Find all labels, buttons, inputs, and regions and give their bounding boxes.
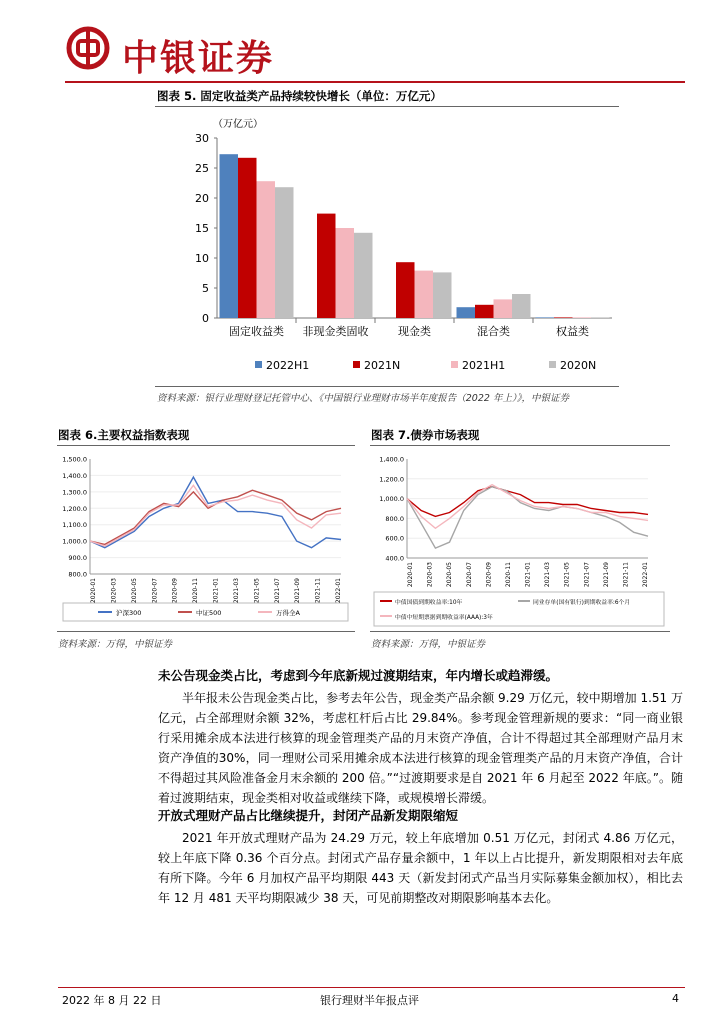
fig5-y-tick: 0 xyxy=(202,312,209,325)
fig5-legend-label: 2020N xyxy=(560,359,597,372)
fig5-y-tick: 20 xyxy=(195,192,209,205)
fig5-bar xyxy=(475,305,494,318)
fig5-bar xyxy=(554,317,573,318)
fig5-x-tick: 混合类 xyxy=(477,325,510,338)
fig6-title: 图表 6.主要权益指数表现 xyxy=(58,428,190,442)
fig7-series-line xyxy=(407,485,648,529)
fig7-x-tick: 2020-05 xyxy=(446,562,454,588)
fig5-bar xyxy=(354,233,373,318)
fig5-legend-swatch xyxy=(353,361,360,368)
fig7-x-tick: 2021-11 xyxy=(622,562,630,588)
fig5-y-tick: 10 xyxy=(195,252,209,265)
fig6-line-chart xyxy=(58,448,354,628)
fig6-x-tick: 2020-11 xyxy=(192,578,200,604)
fig7-line-chart xyxy=(370,448,670,628)
fig5-bar xyxy=(536,317,555,318)
fig6-top-rule xyxy=(57,445,355,446)
fig5-y-tick: 30 xyxy=(195,132,209,145)
fig6-series-line xyxy=(90,477,341,548)
fig7-x-tick: 2021-03 xyxy=(544,562,552,588)
fig7-x-tick: 2020-01 xyxy=(407,562,414,588)
fig7-x-tick: 2020-11 xyxy=(504,562,512,588)
fig7-legend-label: 中债国债到期收益率:10年 xyxy=(395,600,463,606)
fig6-x-tick: 2020-09 xyxy=(171,578,179,604)
fig6-y-tick: 900.0 xyxy=(68,554,87,563)
fig6-series-line xyxy=(90,490,341,544)
fig7-x-tick: 2020-09 xyxy=(485,562,493,588)
footer-divider xyxy=(58,987,685,988)
fig7-legend-label: 中债中短期票据到期收益率(AAA):3年 xyxy=(395,615,493,621)
fig5-bar xyxy=(257,181,276,318)
fig5-bar xyxy=(573,317,592,318)
fig5-y-tick: 15 xyxy=(195,222,209,235)
fig5-title: 图表 5. 固定收益类产品持续较快增长（单位：万亿元） xyxy=(157,89,442,103)
fig5-x-tick: 现金类 xyxy=(398,325,431,338)
fig6-x-tick: 2020-03 xyxy=(110,578,118,604)
fig7-x-tick: 2020-07 xyxy=(465,562,473,588)
page-number: 4 xyxy=(672,992,679,1005)
fig7-y-tick: 600.0 xyxy=(385,534,404,543)
fig6-x-tick: 2020-05 xyxy=(130,578,138,604)
fig5-legend-swatch xyxy=(255,361,262,368)
bank-of-china-logo-icon xyxy=(66,26,110,70)
fig5-legend-label: 2021H1 xyxy=(462,359,506,372)
fig5-bar xyxy=(275,187,294,318)
fig7-x-tick: 2021-05 xyxy=(563,562,571,588)
fig7-series-line xyxy=(407,487,648,517)
fig5-bar-chart xyxy=(155,108,625,388)
fig6-x-tick: 2022-01 xyxy=(335,578,342,604)
fig6-y-tick: 1,100.0 xyxy=(62,521,87,530)
fig7-source: 资料来源：万得，中银证券 xyxy=(371,639,486,650)
fig6-x-tick: 2020-07 xyxy=(151,578,159,604)
fig6-x-tick: 2021-07 xyxy=(273,578,281,604)
fig6-x-tick: 2021-01 xyxy=(212,578,220,604)
fig6-x-tick: 2021-11 xyxy=(314,578,322,604)
fig6-source: 资料来源：万得，中银证券 xyxy=(58,639,173,650)
fig7-x-tick: 2021-09 xyxy=(602,562,610,588)
fig5-bar xyxy=(317,214,336,318)
fig6-y-tick: 1,300.0 xyxy=(62,488,87,497)
fig6-x-tick: 2021-09 xyxy=(294,578,302,604)
fig5-bar xyxy=(220,154,239,318)
fig7-series-line xyxy=(407,487,648,548)
footer-date: 2022 年 8 月 22 日 xyxy=(62,994,162,1007)
fig7-legend-label: 同业存单(国有银行)到期收益率:6个月 xyxy=(533,600,631,606)
section1-paragraph: 半年报未公告现金类占比，参考去年公告，现金类产品余额 9.29 万亿元，较中期增加 1.51 万亿元，占全部理财余额 32%，考虑杠杆后占比 29.84%。参考现金管理新规的要求：“同一商业银行采用摊余成本法进行核算的现金管理类产品的月末资产净值，合计不得超过其全部理财产品月末资产净值的30%，同一理财公司采用摊余成本法进行核算的现金管理类产品的月末资产净值，合计不得超过其风险准备金月末余额的 200 倍。”“过渡期要求是自 2021 年 6 月起至 2022 年底。”。随着过渡期结束，现金类相对收益或继续下降，或规模增长滞缓。 xyxy=(158,691,683,805)
fig5-bar xyxy=(433,272,452,318)
fig6-x-tick: 2020-01 xyxy=(90,578,97,604)
footer-title: 银行理财半年报点评 xyxy=(320,994,419,1007)
fig7-title: 图表 7.债券市场表现 xyxy=(371,428,480,442)
fig7-x-tick: 2020-03 xyxy=(426,562,434,588)
fig7-y-tick: 400.0 xyxy=(385,554,404,563)
fig5-x-tick: 非现金类固收 xyxy=(302,325,369,338)
fig5-x-tick: 固定收益类 xyxy=(229,325,284,338)
fig6-y-tick: 1,000.0 xyxy=(62,537,87,546)
fig6-legend-label: 万得全A xyxy=(276,609,300,617)
fig7-y-tick: 1,000.0 xyxy=(379,495,404,504)
fig5-legend-swatch xyxy=(451,361,458,368)
fig5-bar xyxy=(591,317,610,318)
fig7-top-rule xyxy=(370,445,670,446)
fig5-bar xyxy=(238,158,257,318)
fig5-source: 资料来源：银行业理财登记托管中心、《中国银行业理财市场半年度报告（2022 年上）》，中银证券 xyxy=(157,393,569,404)
fig6-y-tick: 1,200.0 xyxy=(62,504,87,513)
fig6-x-tick: 2021-03 xyxy=(232,578,240,604)
fig5-bottom-rule xyxy=(155,386,619,387)
fig5-legend-swatch xyxy=(549,361,556,368)
fig5-y-tick: 25 xyxy=(195,162,209,175)
fig5-y-tick: 5 xyxy=(202,282,209,295)
fig6-y-tick: 1,400.0 xyxy=(62,471,87,480)
fig7-y-tick: 1,400.0 xyxy=(379,455,404,464)
fig5-top-rule xyxy=(155,106,619,107)
fig6-legend-label: 沪深300 xyxy=(116,609,142,617)
brand-logo xyxy=(66,26,110,70)
fig5-bar xyxy=(336,228,355,318)
fig7-x-tick: 2022-01 xyxy=(642,562,649,588)
section2-heading: 开放式理财产品占比继续提升，封闭产品新发期限缩短 xyxy=(158,808,459,823)
fig5-bar xyxy=(415,271,434,318)
fig6-x-tick: 2021-05 xyxy=(253,578,261,604)
fig5-bar xyxy=(512,294,531,318)
brand-name: 中银证券 xyxy=(122,38,275,79)
fig5-y-unit: （万亿元） xyxy=(213,119,263,130)
fig5-legend-label: 2022H1 xyxy=(266,359,310,372)
fig7-x-tick: 2021-01 xyxy=(524,562,532,588)
section1-heading: 未公告现金类占比，考虑到今年底新规过渡期结束，年内增长或趋滞缓。 xyxy=(158,668,559,683)
fig5-bar xyxy=(396,262,415,318)
fig5-bar xyxy=(494,299,513,318)
fig7-y-tick: 800.0 xyxy=(385,514,404,523)
fig7-x-tick: 2021-07 xyxy=(583,562,591,588)
fig7-bottom-rule xyxy=(370,631,670,632)
header-divider xyxy=(65,81,685,83)
section2-paragraph: 2021 年开放式理财产品为 24.29 万元，较上年底增加 0.51 万亿元，封闭式 4.86 万亿元，较上年底下降 0.36 个百分点。封闭式产品存量余额中，1 年以上占比提升，新发期限相对去年底有所下降。今年 6 月加权产品平均期限 443 天（新发封闭式产品当月实际募集金额加权），相比去年 12 月 481 天平均期限减少 38 天，可见前期整改对期限影响基本去化。 xyxy=(158,831,683,905)
fig5-legend-label: 2021N xyxy=(364,359,401,372)
fig5-bar xyxy=(457,307,476,318)
fig6-legend-label: 中证500 xyxy=(196,609,222,617)
fig5-x-tick: 权益类 xyxy=(556,325,589,338)
fig7-y-tick: 1,200.0 xyxy=(379,475,404,484)
fig6-y-tick: 1,500.0 xyxy=(62,455,87,464)
fig6-bottom-rule xyxy=(57,631,355,632)
fig6-y-tick: 800.0 xyxy=(68,570,87,579)
